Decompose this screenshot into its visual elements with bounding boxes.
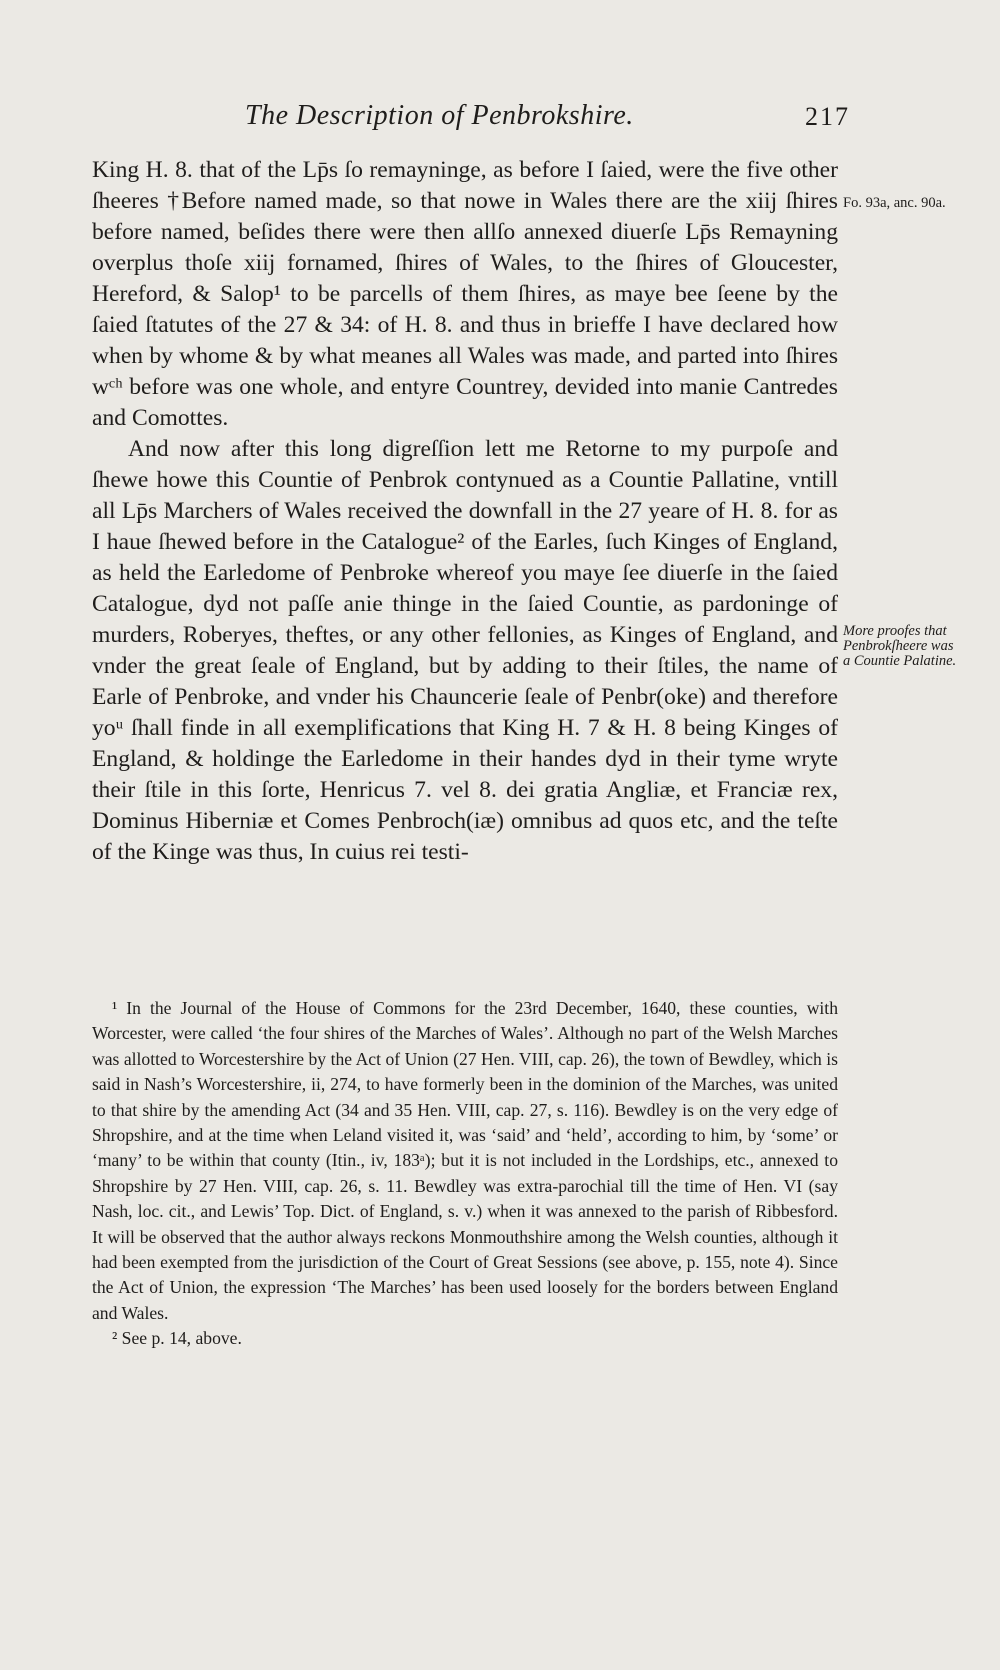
paragraph: King H. 8. that of the Lp̄s ſo remayninge, as before I ſaied, were the five other ſheeres †Before named made, so that nowe in Wales there are the xiij ſhires before named, beſides there were then allſo annexed diuerſe Lp̄s Remayning overplus thoſe xiij fornamed, ſhires of Wales, to the ſhires of Gloucester, Hereford, & Salop¹ to be parcells of them ſhires, as maye bee ſeene by the ſaied ſtatutes of the 27 & 34: of H. 8. and thus in brieffe I have declared how when by whome & by what meanes all Wales was made, and parted into ſhires wᶜʰ before was one whole, and entyre Countrey, devided into manie Cantredes and Comottes.	[92, 157, 838, 431]
footnotes	[92, 996, 838, 1352]
margin-note-palatine: More proofes that Penbrokſheere was a Countie Palatine.	[843, 623, 957, 669]
margin-note-folio: Fo. 93a, anc. 90a.	[843, 195, 946, 211]
footnote: ² See p. 14, above.	[112, 1328, 242, 1349]
running-title: The Description of Penbrokshire.	[245, 100, 634, 131]
page-number: 217	[805, 102, 850, 131]
main-text	[92, 155, 838, 868]
running-header	[90, 100, 850, 136]
paragraph: And now after this long digreſſion lett me Retorne to my purpoſe and ſhewe howe this Countie of Penbrok contynued as a Countie Pallatine, vntill all Lp̄s Marchers of Wales received the downfall in the 27 yeare of H. 8. for as I haue ſhewed before in the Catalogue² of the Earles, ſuch Kinges of England, as held the Earledome of Penbroke whereof you maye ſee diuerſe in the ſaied Catalogue, dyd not paſſe anie thinge in the ſaied Countie, as pardoninge of murders, Roberyes, theftes, or any other fellonies, as Kinges of England, and vnder the great ſeale of England, but by adding to their ſtiles, the name of Earle of Penbroke, and vnder his Chauncerie ſeale of Penbr(oke) and therefore yoᵘ ſhall finde in all exemplifications that King H. 7 & H. 8 being Kinges of England, & holdinge the Earledome in their handes dyd in their tyme wryte their ſtile in this ſorte, Henricus 7. vel 8. dei gratia Angliæ, et Franciæ rex, Dominus Hiberniæ et Comes Penbroch(iæ) omnibus ad quos etc, and the teſte of the Kinge was thus, In cuius rei testi-	[92, 436, 838, 865]
footnote: ¹ In the Journal of the House of Commons for the 23rd December, 1640, these counties, with Worcester, were called ‘the four shires of the Marches of Wales’. Although no part of the Welsh Marches was allotted to Worcestershire by the Act of Union (27 Hen. VIII, cap. 26), the town of Bewdley, which is said in Nash’s Worcestershire, ii, 274, to have formerly been in the dominion of the Marches, was united to that shire by the amending Act (34 and 35 Hen. VIII, cap. 27, s. 116). Bewdley is on the very edge of Shropshire, and at the time when Leland visited it, was ‘said’ and ‘held’, according to him, by ‘some’ or ‘many’ to be within that county (Itin., iv, 183ᵃ); but it is not included in the Lordships, etc., annexed to Shropshire by 27 Hen. VIII, cap. 26, s. 11. Bewdley was extra-parochial till the time of Hen. VI (say Nash, loc. cit., and Lewis’ Top. Dict. of England, s. v.) when it was annexed to the parish of Ribbesford. It will be observed that the author always reckons Monmouthshire among the Welsh counties, although it had been exempted from the jurisdiction of the Court of Great Sessions (see above, p. 155, note 4). Since the Act of Union, the expression ‘The Marches’ has been used loosely for the borders between England and Wales.	[92, 998, 838, 1323]
